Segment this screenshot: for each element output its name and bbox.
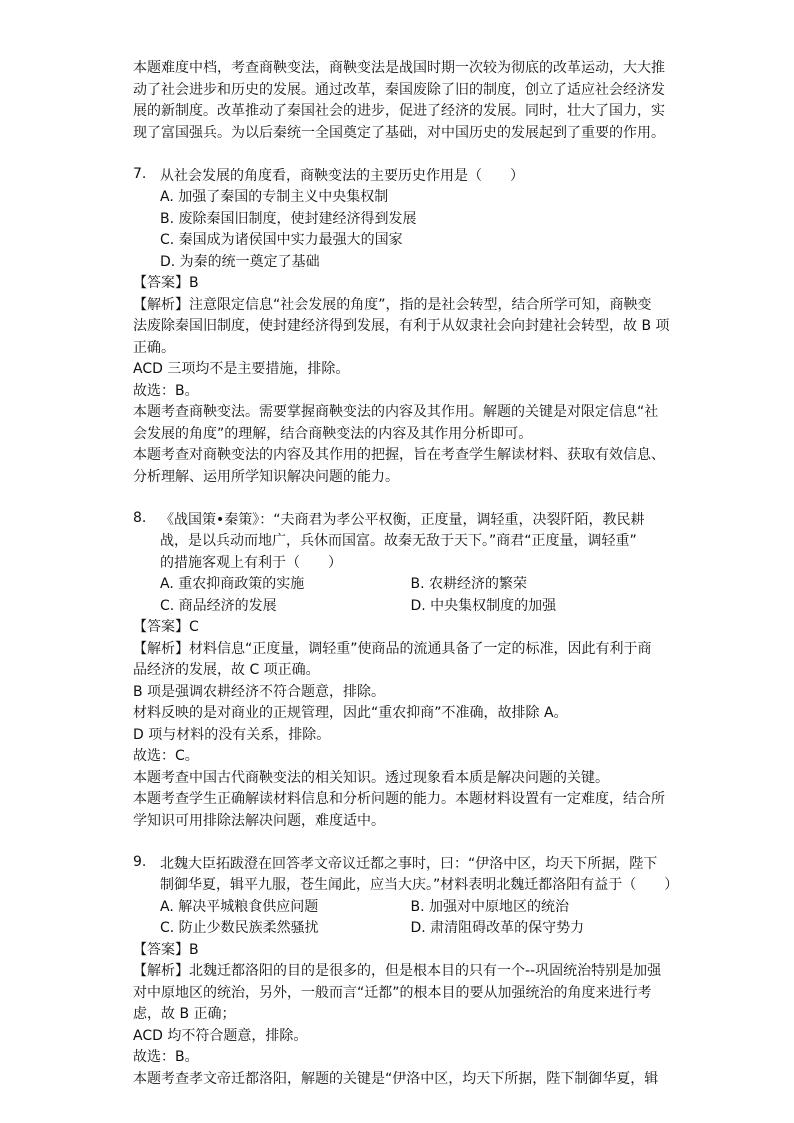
question-number: 7. — [133, 165, 147, 182]
text-line: 动了社会进步和历史的发展。通过改革，秦国废除了旧的制度，创立了适应社会经济发 — [133, 81, 665, 98]
option-c: C. 商品经济的发展 — [160, 597, 277, 614]
question-8 — [133, 509, 665, 833]
option-a: A. 加强了秦国的专制主义中央集权制 — [160, 189, 389, 205]
text-line: 展的新制度。改革推动了秦国社会的进步，促进了经济的发展。同时，壮大了国力，实 — [133, 103, 665, 119]
option-c: C. 防止少数民族柔然骚扰 — [160, 920, 319, 936]
option-c: C. 秦国成为诸侯国中实力最强大的国家 — [160, 232, 403, 248]
text-line: 本题考查中国古代商鞅变法的相关知识。透过现象看本质是解决问题的关键。 — [133, 769, 609, 786]
option-a: A. 解决平城粮食供应问题 — [160, 898, 319, 915]
option-row — [133, 918, 661, 940]
answer-value: B — [189, 275, 199, 291]
analysis-line: 【解析】材料信息“正度量，调轻重”使商品的流通具备了一定的标准，因此有利于商 — [133, 640, 652, 657]
stem-line: 从社会发展的角度看，商鞅变法的主要历史作用是（ ） — [160, 167, 524, 184]
text-line: 本题考查孝文帝迁都洛阳，解题的关键是“伊洛中区，均天下所据，陛下制御华夏，辑 — [133, 1070, 659, 1087]
text-line: 正确。 — [133, 339, 175, 356]
stem-line: 制御华夏，辑平九服，苍生闻此，应当大庆。”材料表明北魏迁都洛阳有益于（ ） — [160, 877, 679, 893]
question-7 — [133, 165, 670, 489]
answer-line — [133, 617, 661, 639]
text-line: 现了富国强兵。为以后秦统一全国奠定了基础，对中国历史的发展起到了重要的作用。 — [133, 124, 665, 141]
stem-line: 的措施客观上有利于（ ） — [160, 554, 342, 571]
option-row — [133, 574, 661, 596]
stem-line: 北魏大臣拓跋澄在回答孝文帝议迁都之事时，曰：“伊洛中区，均天下所据，陛下 — [160, 855, 658, 872]
question-number: 9. — [133, 853, 147, 870]
text-line: 本题难度中档，考查商鞅变法，商鞅变法是战国时期一次较为彻底的改革运动，大大推 — [133, 60, 665, 76]
answer-tag: 【答案】 — [133, 619, 189, 635]
analysis-tag: 【解析】 — [133, 296, 189, 313]
analysis-line: 【解析】北魏迁都洛阳的目的是很多的，但是根本目的只有一个--巩固统治特别是加强 — [133, 963, 662, 979]
text-line: 虑，故 B 正确； — [133, 1006, 236, 1022]
text-line: 材料反映的是对商业的正规管理，因此“重农抑商”不准确，故排除 A。 — [133, 705, 568, 721]
analysis-tag: 【解析】 — [133, 963, 189, 979]
stem-line: 《战国策•秦策》：“夫商君为孝公平权衡，正度量，调轻重，决裂阡陌，教民耕 — [160, 511, 645, 528]
option-d: D. 为秦的统一奠定了基础 — [160, 253, 320, 270]
text-line: D 项与材料的没有关系，排除。 — [133, 726, 331, 743]
option-a: A. 重农抑商政策的实施 — [160, 576, 305, 592]
text-line: 故选：B。 — [133, 382, 199, 399]
text-line: 本题考查对商鞅变法的内容及其作用的把握，旨在考查学生解读材料、获取有效信息、 — [133, 447, 665, 463]
analysis-line: 【解析】注意限定信息“社会发展的角度”，指的是社会转型，结合所学可知，商鞅变 — [133, 296, 652, 313]
page-content — [133, 58, 679, 1090]
text-line: 本题考查学生正确解读材料信息和分析问题的能力。本题材料设置有一定难度，结合所 — [133, 791, 665, 807]
question-9 — [133, 853, 679, 1091]
text-line: 会发展的角度”的理解，结合商鞅变法的内容及其作用分析即可。 — [133, 425, 533, 442]
option-d: D. 肃清阻碍改革的保守势力 — [410, 920, 585, 936]
text-line: ACD 三项均不是主要措施，排除。 — [133, 361, 350, 377]
analysis-tag: 【解析】 — [133, 640, 189, 657]
answer-tag: 【答案】 — [133, 275, 189, 291]
text-line: ACD 均不符合题意，排除。 — [133, 1027, 308, 1044]
question-stem — [133, 166, 661, 188]
text-line: 品经济的发展，故 C 项正确。 — [133, 662, 320, 678]
answer-line — [133, 273, 661, 295]
text-line: 对中原地区的统治，另外，一般而言“迁都”的根本目的要从加强统治的角度来进行考 — [133, 984, 652, 1001]
question-stem — [133, 853, 679, 897]
text-line: 法废除秦国旧制度，使封建经济得到发展，有利于从奴隶社会向封建社会转型，故 B 项 — [133, 318, 670, 334]
option-row — [133, 897, 661, 919]
text-line: 分析理解、运用所学知识解决问题的能力。 — [133, 468, 399, 485]
option-b: B. 加强对中原地区的统治 — [410, 898, 570, 915]
option-b: B. 农耕经济的繁荣 — [410, 576, 528, 592]
stem-line: 战，是以兵动而地广，兵休而国富。故秦无敌于天下。”商君“正度量，调轻重” — [160, 533, 637, 549]
intro-paragraph — [133, 58, 665, 144]
option-row — [133, 596, 661, 618]
text-line: 本题考查商鞅变法。需要掌握商鞅变法的内容及其作用。解题的关键是对限定信息“社 — [133, 404, 659, 420]
option-d: D. 中央集权制度的加强 — [410, 597, 557, 614]
text-line: 故选：B。 — [133, 1049, 199, 1065]
text-line: 故选：C。 — [133, 748, 199, 764]
question-number: 8. — [133, 509, 147, 526]
answer-value: B — [189, 941, 199, 958]
answer-tag: 【答案】 — [133, 941, 189, 958]
text-line: 学知识可用排除法解决问题，难度适中。 — [133, 812, 385, 829]
option-b: B. 废除秦国旧制度，使封建经济得到发展 — [160, 210, 417, 227]
answer-value: C — [189, 619, 199, 635]
answer-line — [133, 940, 661, 962]
text-line: B 项是强调农耕经济不符合题意，排除。 — [133, 683, 386, 700]
question-stem — [133, 510, 661, 575]
